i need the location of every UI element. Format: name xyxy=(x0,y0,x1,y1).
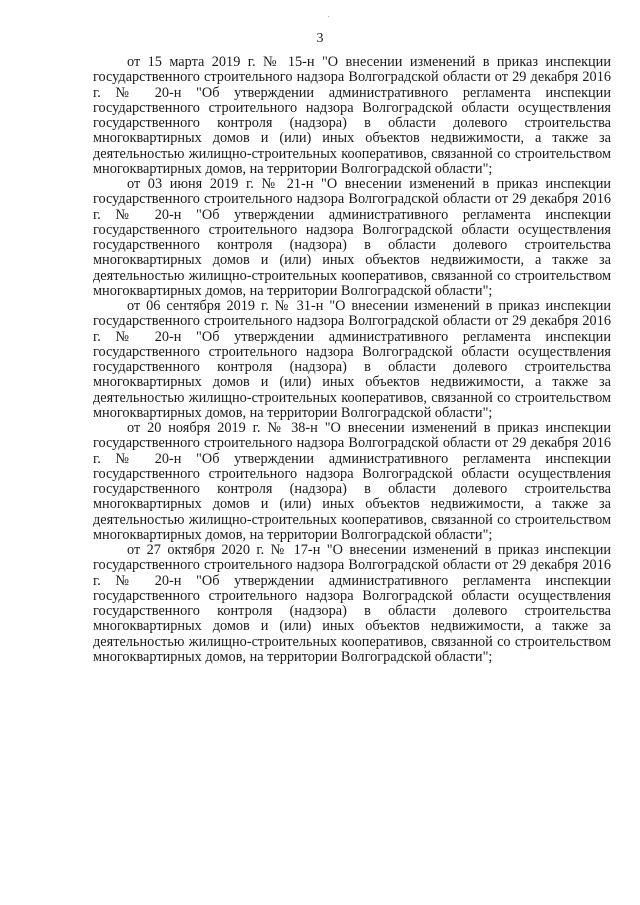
paragraph-order-15-n: от 15 марта 2019 г. № 15-н "О внесении изменений в приказ инспекции государственного строительного надзора Волгоградской области от 29 декабря 2016 г. № 20-н "Об утверждении административного регламента инспекции государственного строительного надзора Волгоградской области осуществления государственного контроля (надзора) в области долевого строительства многоквартирных домов и (или) иных объектов недвижимости, а также за деятельностью жилищно-строительных кооперативов, связанной со строительством многоквартирных домов, на территории Волгоградской области"; xyxy=(93,54,611,177)
document-body xyxy=(93,55,611,665)
page-number: 3 xyxy=(316,31,324,46)
paragraph-order-31-n: от 06 сентября 2019 г. № 31-н "О внесении изменений в приказ инспекции государственного строительного надзора Волгоградской области от 29 декабря 2016 г. № 20-н "Об утверждении административного регламента инспекции государственного строительного надзора Волгоградской области осуществления государственного контроля (надзора) в области долевого строительства многоквартирных домов и (или) иных объектов недвижимости, а также за деятельностью жилищно-строительных кооперативов, связанной со строительством многоквартирных домов, на территории Волгоградской области"; xyxy=(93,298,611,421)
paragraph-order-17-n: от 27 октября 2020 г. № 17-н "О внесении изменений в приказ инспекции государственного строительного надзора Волгоградской области от 29 декабря 2016 г. № 20-н "Об утверждении административного регламента инспекции государственного строительного надзора Волгоградской области осуществления государственного контроля (надзора) в области долевого строительства многоквартирных домов и (или) иных объектов недвижимости, а также за деятельностью жилищно-строительных кооперативов, связанной со строительством многоквартирных домов, на территории Волгоградской области"; xyxy=(93,542,611,665)
paragraph-order-21-n: от 03 июня 2019 г. № 21-н "О внесении изменений в приказ инспекции государственного строительного надзора Волгоградской области от 29 декабря 2016 г. № 20-н "Об утверждении административного регламента инспекции государственного строительного надзора Волгоградской области осуществления государственного контроля (надзора) в области долевого строительства многоквартирных домов и (или) иных объектов недвижимости, а также за деятельностью жилищно-строительных кооперативов, связанной со строительством многоквартирных домов, на территории Волгоградской области"; xyxy=(93,176,611,299)
scan-artifact xyxy=(328,16,329,17)
paragraph-order-38-n: от 20 ноября 2019 г. № 38-н "О внесении изменений в приказ инспекции государственного строительного надзора Волгоградской области от 29 декабря 2016 г. № 20-н "Об утверждении административного регламента инспекции государственного строительного надзора Волгоградской области осуществления государственного контроля (надзора) в области долевого строительства многоквартирных домов и (или) иных объектов недвижимости, а также за деятельностью жилищно-строительных кооперативов, связанной со строительством многоквартирных домов, на территории Волгоградской области"; xyxy=(93,420,611,543)
